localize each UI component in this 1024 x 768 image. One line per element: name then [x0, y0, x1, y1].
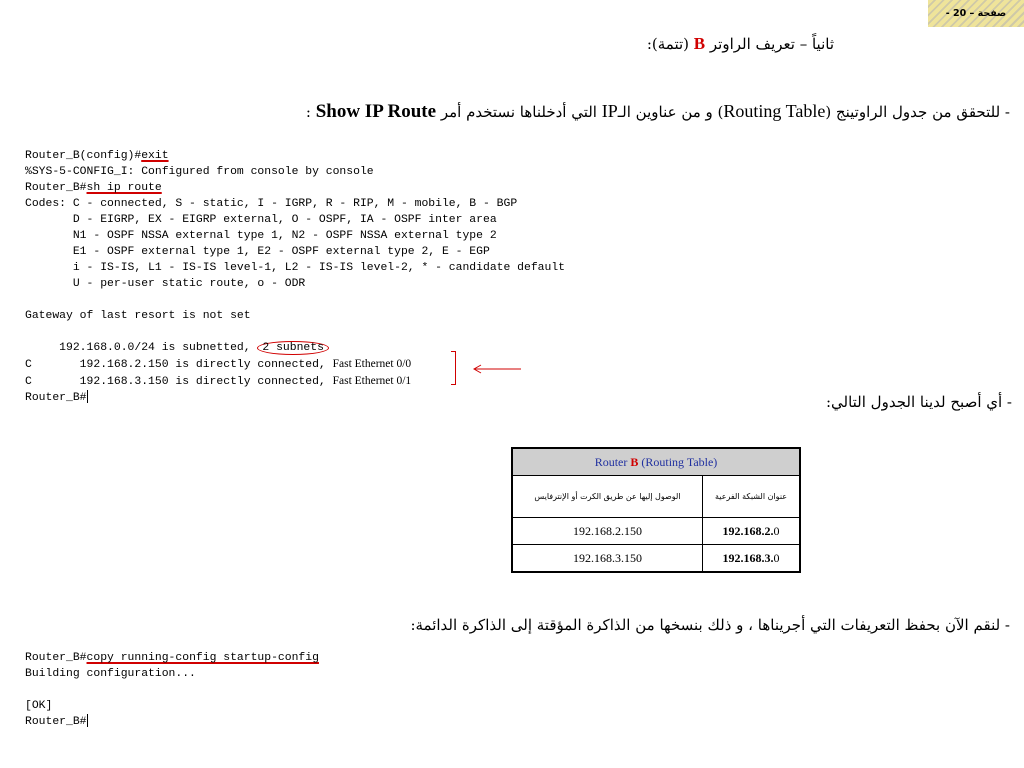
column-header-network: عنوان الشبكة الفرعية: [703, 476, 801, 518]
section-title: ثانياً – تعريف الراوتر B (تتمة):: [646, 34, 834, 53]
table-row: [512, 545, 800, 573]
left-arrow-icon: [472, 364, 522, 374]
subnets-highlight: 2 subnets: [257, 341, 329, 355]
network-cell: 192.168.2.0: [703, 518, 801, 545]
terminal-output-show-ip-route: Router_B(config)#exit %SYS-5-CONFIG_I: Configured from console by console Router_B#sh ip route Codes: C - connected, S - static, I - IGRP, R - RIP, M - mobile, B - BGP D - EIGRP, EX - EIGRP external, O - OSPF, IA - OSPF inter area N1 - OSPF NSSA external type 1, N2 - OSPF NSSA external type 2 E1 - OSPF external type 1, E2 - OSPF external type 2, E - EGP i - IS-IS, L1 - IS-IS level-1, L2 - IS-IS level-2, * - candidate default U - per-user static route, o - ODR Gateway of last resort is not set 192.168.0.0/24 is subnetted, 2 subnets C 192.168.2.150 is directly connected, Fast Ethernet 0/0 C 192.168.3.150 is directly connected, Fast Ethernet 0/1 Router_B#: [25, 150, 566, 404]
access-cell: 192.168.2.150: [512, 518, 703, 545]
text-cursor: [87, 714, 88, 727]
routing-table-header: Router B (Routing Table): [512, 448, 800, 476]
table-row: [512, 518, 800, 545]
routing-table: [511, 447, 801, 573]
access-cell: 192.168.3.150: [512, 545, 703, 573]
intro-paragraph: - للتحقق من جدول الراوتينج (Routing Table) و من عناوين الـIP التي أدخلناها نستخدم أمر Show IP Route :: [305, 101, 1010, 122]
text-cursor: [87, 390, 88, 403]
column-header-access: الوصول إليها عن طريق الكرت أو الإنترفايس: [512, 476, 703, 518]
page-number-badge: صفحة – 20 -: [928, 0, 1024, 27]
terminal-output-copy-config: Router_B#copy running-config startup-config Building configuration... [OK] Router_B#: [25, 652, 319, 728]
save-config-note: - لنقم الآن بحفظ التعريفات التي أجريناها ، و ذلك بنسخها من الذاكرة المؤقتة إلى الذاكرة الدائمة:: [410, 616, 1010, 634]
network-cell: 192.168.3.0: [703, 545, 801, 573]
table-intro-note: - أي أصبح لدينا الجدول التالي:: [825, 393, 1012, 411]
routes-bracket: [451, 351, 456, 385]
